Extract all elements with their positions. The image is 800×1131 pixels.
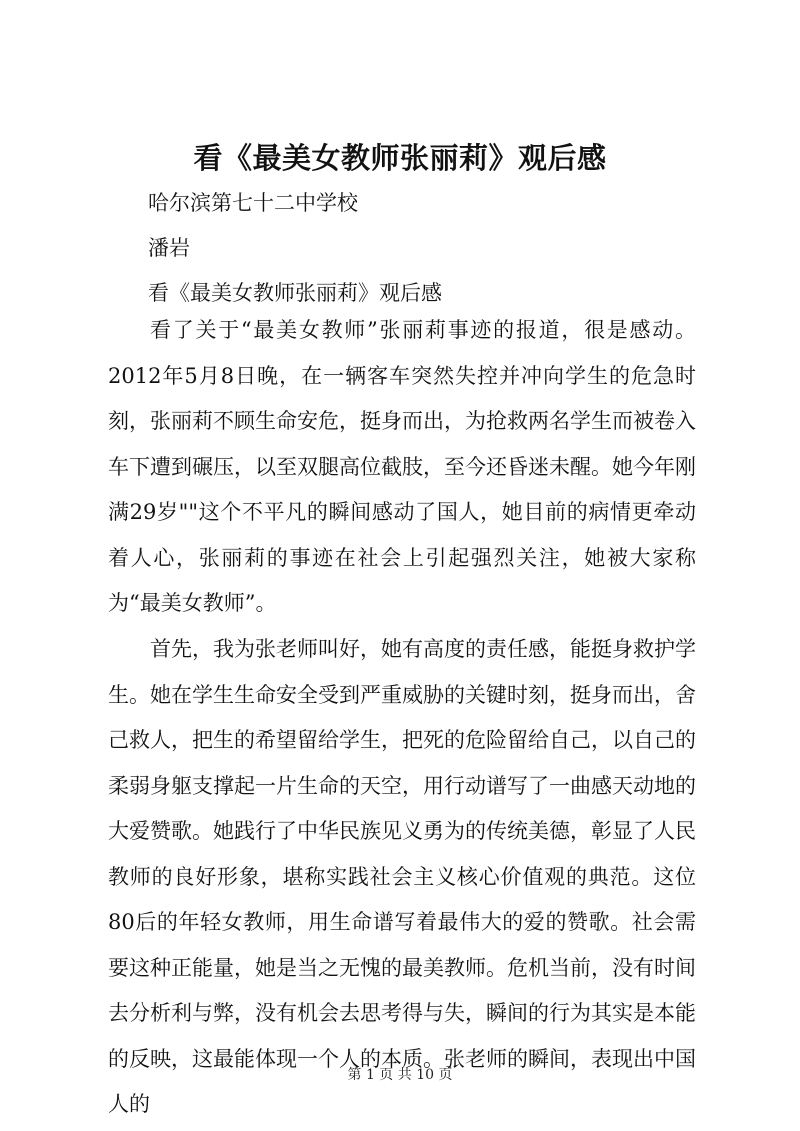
paragraph-2-container: [108, 627, 696, 1128]
school-name: 哈尔滨第七十二中学校: [148, 191, 358, 215]
document-subtitle: 看《最美女教师张丽莉》观后感: [148, 281, 442, 305]
paragraph: 首先，我为张老师叫好，她有高度的责任感，能挺身救护学生。她在学生生命安全受到严重威胁的关键时刻，挺身而出，舍己救人，把生的希望留给学生，把死的危险留给自己，以自己的柔弱身躯支撑起一片生命的天空，用行动谱写了一曲感天动地的大爱赞歌。她践行了中华民族见义勇为的传统美德，彰显了人民教师的良好形象，堪称实践社会主义核心价值观的典范。这位80后的年轻女教师，用生命谱写着最伟大的爱的赞歌。社会需要这种正能量，她是当之无愧的最美教师。危机当前，没有时间去分析利与弊，没有机会去思考得与失，瞬间的行为其实是本能的反映，这最能体现一个人的本质。张老师的瞬间，表现出中国人的: [108, 637, 696, 1116]
paragraph: 看了关于“最美女教师”张丽莉事迹的报道，很是感动。2012年5月8日晚，在一辆客车突然失控并冲向学生的危急时刻，张丽莉不顾生命安危，挺身而出，为抢救两名学生而被卷入车下遭到碾压，以至双腿高位截肢，至今还昏迷未醒。她今年刚满29岁""这个不平凡的瞬间感动了国人，她目前的病情更牵动着人心，张丽莉的事迹在社会上引起强烈关注，她被大家称为“最美女教师”。: [108, 318, 696, 615]
page-number-footer: 第 1 页 共 10 页: [347, 1067, 453, 1083]
document-title: 看《最美女教师张丽莉》观后感: [193, 141, 607, 175]
author-name: 潘岩: [148, 236, 190, 260]
paragraph-1-container: [108, 308, 696, 627]
